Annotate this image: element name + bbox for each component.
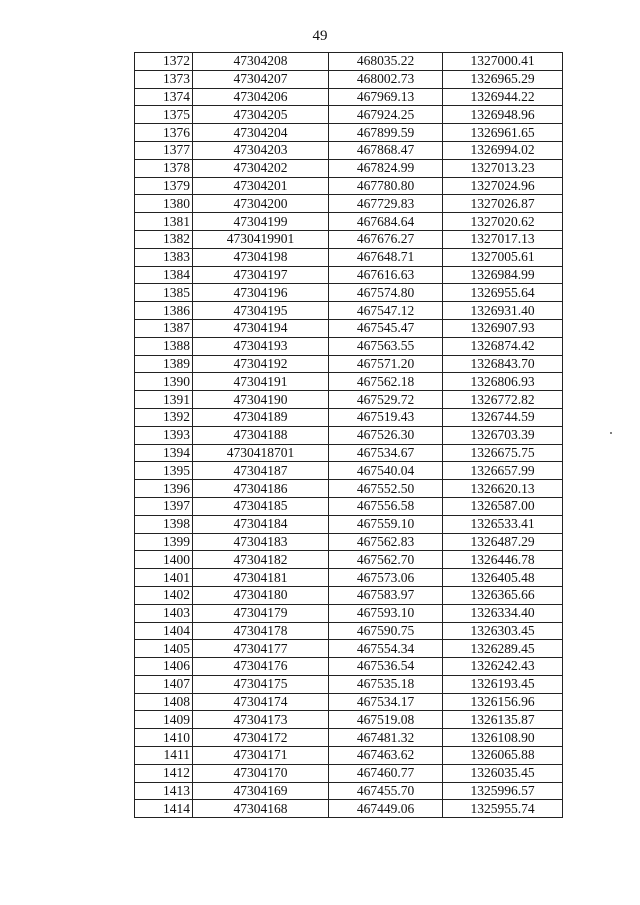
point-code-cell: 47304193 — [193, 337, 329, 355]
x-coordinate-cell: 467824.99 — [329, 159, 443, 177]
y-coordinate-cell: 1327005.61 — [443, 248, 563, 266]
table-row — [135, 391, 563, 409]
y-coordinate-cell: 1326874.42 — [443, 337, 563, 355]
point-code-cell: 47304182 — [193, 551, 329, 569]
x-coordinate-cell: 467535.18 — [329, 675, 443, 693]
point-code-cell: 47304179 — [193, 604, 329, 622]
x-coordinate-cell: 467583.97 — [329, 586, 443, 604]
x-coordinate-cell: 468002.73 — [329, 70, 443, 88]
point-code-cell: 4730419901 — [193, 230, 329, 248]
table-row — [135, 70, 563, 88]
row-number-cell: 1412 — [135, 764, 193, 782]
x-coordinate-cell: 467529.72 — [329, 391, 443, 409]
point-code-cell: 47304183 — [193, 533, 329, 551]
row-number-cell: 1411 — [135, 747, 193, 765]
x-coordinate-cell: 467780.80 — [329, 177, 443, 195]
table-row — [135, 426, 563, 444]
table-row — [135, 764, 563, 782]
x-coordinate-cell: 467574.80 — [329, 284, 443, 302]
y-coordinate-cell: 1326242.43 — [443, 658, 563, 676]
table-row — [135, 640, 563, 658]
x-coordinate-cell: 467526.30 — [329, 426, 443, 444]
table-row — [135, 782, 563, 800]
row-number-cell: 1383 — [135, 248, 193, 266]
row-number-cell: 1382 — [135, 230, 193, 248]
row-number-cell: 1372 — [135, 53, 193, 71]
row-number-cell: 1374 — [135, 88, 193, 106]
row-number-cell: 1373 — [135, 70, 193, 88]
table-row — [135, 800, 563, 818]
table-row — [135, 569, 563, 587]
y-coordinate-cell: 1326156.96 — [443, 693, 563, 711]
x-coordinate-cell: 467924.25 — [329, 106, 443, 124]
point-code-cell: 47304187 — [193, 462, 329, 480]
point-code-cell: 47304173 — [193, 711, 329, 729]
row-number-cell: 1391 — [135, 391, 193, 409]
y-coordinate-cell: 1326620.13 — [443, 480, 563, 498]
page-number: 49 — [312, 28, 328, 44]
row-number-cell: 1395 — [135, 462, 193, 480]
x-coordinate-cell: 467559.10 — [329, 515, 443, 533]
y-coordinate-cell: 1326984.99 — [443, 266, 563, 284]
table-row — [135, 622, 563, 640]
table-row — [135, 159, 563, 177]
table-row — [135, 106, 563, 124]
point-code-cell: 47304194 — [193, 319, 329, 337]
row-number-cell: 1378 — [135, 159, 193, 177]
y-coordinate-cell: 1326657.99 — [443, 462, 563, 480]
row-number-cell: 1402 — [135, 586, 193, 604]
x-coordinate-cell: 467536.54 — [329, 658, 443, 676]
y-coordinate-cell: 1326108.90 — [443, 729, 563, 747]
y-coordinate-cell: 1327000.41 — [443, 53, 563, 71]
table-row — [135, 213, 563, 231]
table-row — [135, 141, 563, 159]
point-code-cell: 47304175 — [193, 675, 329, 693]
row-number-cell: 1394 — [135, 444, 193, 462]
y-coordinate-cell: 1327017.13 — [443, 230, 563, 248]
row-number-cell: 1408 — [135, 693, 193, 711]
y-coordinate-cell: 1326703.39 — [443, 426, 563, 444]
x-coordinate-cell: 467534.67 — [329, 444, 443, 462]
table-row — [135, 497, 563, 515]
table-row — [135, 355, 563, 373]
table-row — [135, 177, 563, 195]
x-coordinate-cell: 467519.43 — [329, 408, 443, 426]
x-coordinate-cell: 467571.20 — [329, 355, 443, 373]
y-coordinate-cell: 1326675.75 — [443, 444, 563, 462]
y-coordinate-cell: 1326405.48 — [443, 569, 563, 587]
x-coordinate-cell: 467562.83 — [329, 533, 443, 551]
point-code-cell: 47304197 — [193, 266, 329, 284]
table-row — [135, 408, 563, 426]
point-code-cell: 47304178 — [193, 622, 329, 640]
table-row — [135, 693, 563, 711]
row-number-cell: 1405 — [135, 640, 193, 658]
table-row — [135, 88, 563, 106]
table-row — [135, 248, 563, 266]
row-number-cell: 1385 — [135, 284, 193, 302]
x-coordinate-cell: 467545.47 — [329, 319, 443, 337]
y-coordinate-cell: 1326955.64 — [443, 284, 563, 302]
row-number-cell: 1409 — [135, 711, 193, 729]
coordinates-table — [134, 52, 563, 818]
row-number-cell: 1384 — [135, 266, 193, 284]
point-code-cell: 47304189 — [193, 408, 329, 426]
point-code-cell: 47304200 — [193, 195, 329, 213]
point-code-cell: 47304184 — [193, 515, 329, 533]
table-row — [135, 747, 563, 765]
y-coordinate-cell: 1326772.82 — [443, 391, 563, 409]
x-coordinate-cell: 468035.22 — [329, 53, 443, 71]
x-coordinate-cell: 467463.62 — [329, 747, 443, 765]
table-row — [135, 675, 563, 693]
row-number-cell: 1388 — [135, 337, 193, 355]
x-coordinate-cell: 467676.27 — [329, 230, 443, 248]
row-number-cell: 1392 — [135, 408, 193, 426]
row-number-cell: 1386 — [135, 302, 193, 320]
table-row — [135, 586, 563, 604]
y-coordinate-cell: 1325955.74 — [443, 800, 563, 818]
x-coordinate-cell: 467460.77 — [329, 764, 443, 782]
x-coordinate-cell: 467684.64 — [329, 213, 443, 231]
table-row — [135, 604, 563, 622]
row-number-cell: 1413 — [135, 782, 193, 800]
point-code-cell: 47304174 — [193, 693, 329, 711]
y-coordinate-cell: 1327020.62 — [443, 213, 563, 231]
y-coordinate-cell: 1326035.45 — [443, 764, 563, 782]
row-number-cell: 1377 — [135, 141, 193, 159]
scan-speck — [610, 432, 612, 434]
table-row — [135, 302, 563, 320]
x-coordinate-cell: 467540.04 — [329, 462, 443, 480]
y-coordinate-cell: 1326965.29 — [443, 70, 563, 88]
row-number-cell: 1375 — [135, 106, 193, 124]
x-coordinate-cell: 467562.18 — [329, 373, 443, 391]
x-coordinate-cell: 467519.08 — [329, 711, 443, 729]
row-number-cell: 1379 — [135, 177, 193, 195]
point-code-cell: 47304191 — [193, 373, 329, 391]
point-code-cell: 47304204 — [193, 124, 329, 142]
table-row — [135, 124, 563, 142]
y-coordinate-cell: 1326994.02 — [443, 141, 563, 159]
y-coordinate-cell: 1326587.00 — [443, 497, 563, 515]
y-coordinate-cell: 1326334.40 — [443, 604, 563, 622]
x-coordinate-cell: 467563.55 — [329, 337, 443, 355]
point-code-cell: 47304185 — [193, 497, 329, 515]
row-number-cell: 1398 — [135, 515, 193, 533]
table-row — [135, 462, 563, 480]
point-code-cell: 47304176 — [193, 658, 329, 676]
y-coordinate-cell: 1326961.65 — [443, 124, 563, 142]
x-coordinate-cell: 467648.71 — [329, 248, 443, 266]
x-coordinate-cell: 467556.58 — [329, 497, 443, 515]
x-coordinate-cell: 467899.59 — [329, 124, 443, 142]
y-coordinate-cell: 1326948.96 — [443, 106, 563, 124]
x-coordinate-cell: 467729.83 — [329, 195, 443, 213]
x-coordinate-cell: 467573.06 — [329, 569, 443, 587]
table-row — [135, 729, 563, 747]
row-number-cell: 1397 — [135, 497, 193, 515]
table-row — [135, 284, 563, 302]
table-row — [135, 533, 563, 551]
x-coordinate-cell: 467868.47 — [329, 141, 443, 159]
point-code-cell: 4730418701 — [193, 444, 329, 462]
point-code-cell: 47304206 — [193, 88, 329, 106]
point-code-cell: 47304196 — [193, 284, 329, 302]
point-code-cell: 47304171 — [193, 747, 329, 765]
row-number-cell: 1393 — [135, 426, 193, 444]
point-code-cell: 47304177 — [193, 640, 329, 658]
row-number-cell: 1401 — [135, 569, 193, 587]
y-coordinate-cell: 1326907.93 — [443, 319, 563, 337]
table-row — [135, 658, 563, 676]
y-coordinate-cell: 1326135.87 — [443, 711, 563, 729]
table-row — [135, 551, 563, 569]
point-code-cell: 47304199 — [193, 213, 329, 231]
y-coordinate-cell: 1326065.88 — [443, 747, 563, 765]
y-coordinate-cell: 1326193.45 — [443, 675, 563, 693]
row-number-cell: 1390 — [135, 373, 193, 391]
row-number-cell: 1404 — [135, 622, 193, 640]
point-code-cell: 47304190 — [193, 391, 329, 409]
x-coordinate-cell: 467590.75 — [329, 622, 443, 640]
point-code-cell: 47304172 — [193, 729, 329, 747]
row-number-cell: 1407 — [135, 675, 193, 693]
y-coordinate-cell: 1326931.40 — [443, 302, 563, 320]
point-code-cell: 47304180 — [193, 586, 329, 604]
y-coordinate-cell: 1326303.45 — [443, 622, 563, 640]
table-row — [135, 337, 563, 355]
point-code-cell: 47304168 — [193, 800, 329, 818]
y-coordinate-cell: 1326289.45 — [443, 640, 563, 658]
x-coordinate-cell: 467534.17 — [329, 693, 443, 711]
x-coordinate-cell: 467449.06 — [329, 800, 443, 818]
table-row — [135, 444, 563, 462]
row-number-cell: 1389 — [135, 355, 193, 373]
table-row — [135, 195, 563, 213]
row-number-cell: 1414 — [135, 800, 193, 818]
x-coordinate-cell: 467547.12 — [329, 302, 443, 320]
coordinates-table-body — [135, 53, 563, 818]
y-coordinate-cell: 1327024.96 — [443, 177, 563, 195]
table-row — [135, 373, 563, 391]
table-row — [135, 230, 563, 248]
point-code-cell: 47304203 — [193, 141, 329, 159]
row-number-cell: 1399 — [135, 533, 193, 551]
x-coordinate-cell: 467616.63 — [329, 266, 443, 284]
x-coordinate-cell: 467554.34 — [329, 640, 443, 658]
table-row — [135, 319, 563, 337]
y-coordinate-cell: 1326533.41 — [443, 515, 563, 533]
x-coordinate-cell: 467593.10 — [329, 604, 443, 622]
row-number-cell: 1400 — [135, 551, 193, 569]
row-number-cell: 1376 — [135, 124, 193, 142]
row-number-cell: 1381 — [135, 213, 193, 231]
y-coordinate-cell: 1326843.70 — [443, 355, 563, 373]
y-coordinate-cell: 1326487.29 — [443, 533, 563, 551]
y-coordinate-cell: 1326446.78 — [443, 551, 563, 569]
point-code-cell: 47304202 — [193, 159, 329, 177]
y-coordinate-cell: 1326744.59 — [443, 408, 563, 426]
point-code-cell: 47304201 — [193, 177, 329, 195]
point-code-cell: 47304169 — [193, 782, 329, 800]
point-code-cell: 47304188 — [193, 426, 329, 444]
x-coordinate-cell: 467455.70 — [329, 782, 443, 800]
table-row — [135, 480, 563, 498]
table-row — [135, 711, 563, 729]
point-code-cell: 47304170 — [193, 764, 329, 782]
x-coordinate-cell: 467562.70 — [329, 551, 443, 569]
point-code-cell: 47304181 — [193, 569, 329, 587]
row-number-cell: 1396 — [135, 480, 193, 498]
point-code-cell: 47304207 — [193, 70, 329, 88]
y-coordinate-cell: 1326944.22 — [443, 88, 563, 106]
y-coordinate-cell: 1327013.23 — [443, 159, 563, 177]
row-number-cell: 1410 — [135, 729, 193, 747]
point-code-cell: 47304198 — [193, 248, 329, 266]
x-coordinate-cell: 467552.50 — [329, 480, 443, 498]
row-number-cell: 1406 — [135, 658, 193, 676]
x-coordinate-cell: 467481.32 — [329, 729, 443, 747]
y-coordinate-cell: 1325996.57 — [443, 782, 563, 800]
point-code-cell: 47304205 — [193, 106, 329, 124]
point-code-cell: 47304186 — [193, 480, 329, 498]
y-coordinate-cell: 1326806.93 — [443, 373, 563, 391]
point-code-cell: 47304208 — [193, 53, 329, 71]
y-coordinate-cell: 1326365.66 — [443, 586, 563, 604]
row-number-cell: 1387 — [135, 319, 193, 337]
table-row — [135, 266, 563, 284]
point-code-cell: 47304195 — [193, 302, 329, 320]
row-number-cell: 1403 — [135, 604, 193, 622]
table-row — [135, 53, 563, 71]
x-coordinate-cell: 467969.13 — [329, 88, 443, 106]
row-number-cell: 1380 — [135, 195, 193, 213]
point-code-cell: 47304192 — [193, 355, 329, 373]
y-coordinate-cell: 1327026.87 — [443, 195, 563, 213]
table-row — [135, 515, 563, 533]
